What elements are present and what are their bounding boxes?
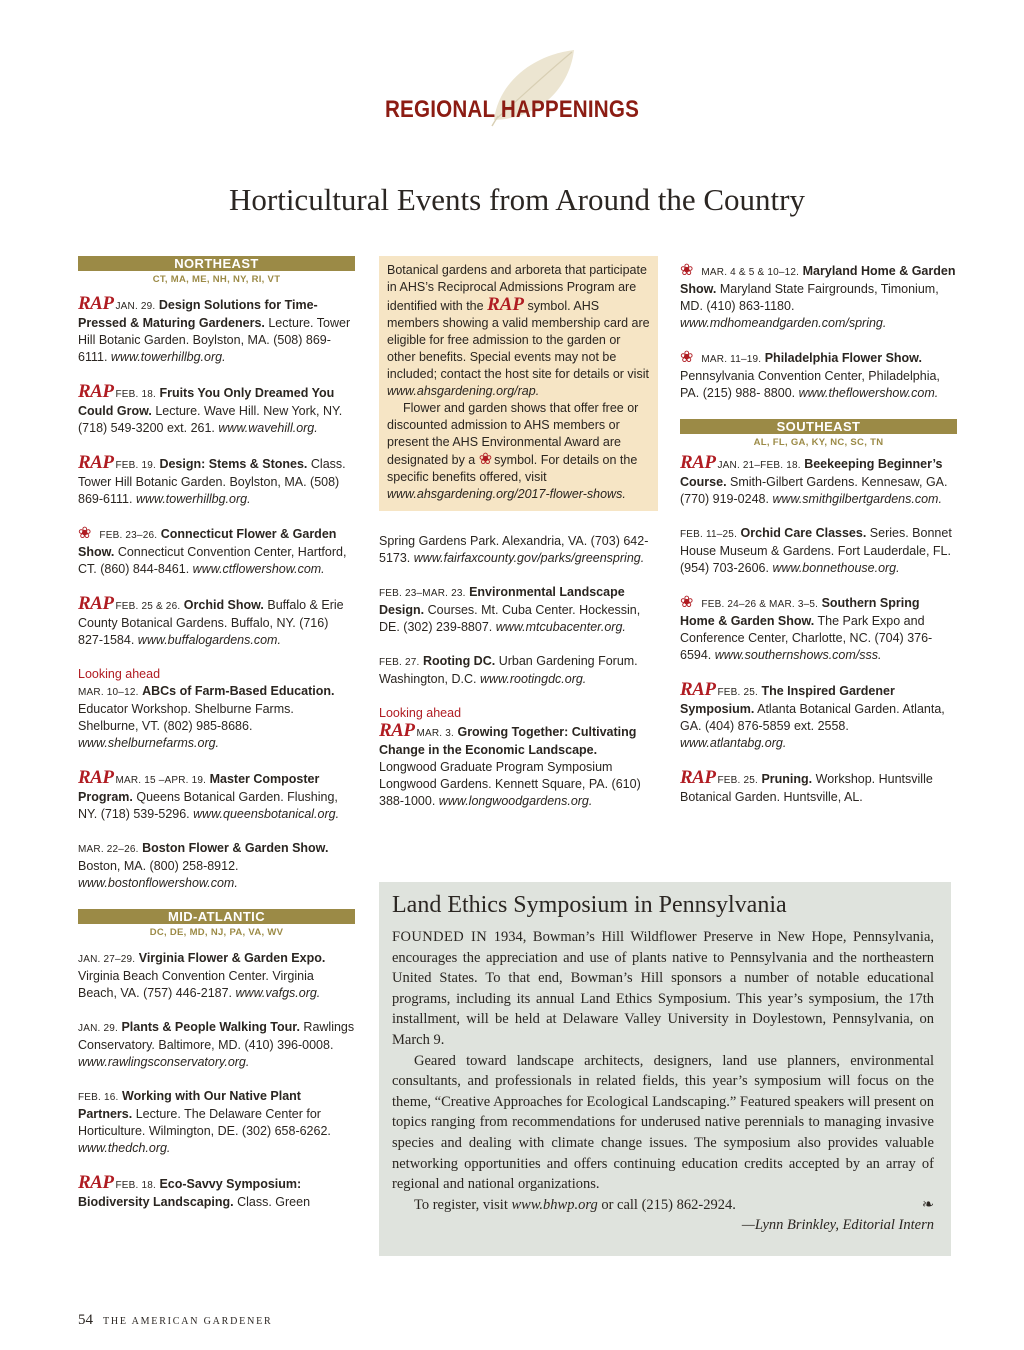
region-states: DC, DE, MD, NJ, PA, VA, WV (149, 927, 284, 938)
sidebar-paragraph: Geared toward landscape architects, designers, land use planners, environmental consultants, and professionals in related fields, this year’s symposium will focus on the theme, “Creative Approaches for Ecological Landscaping.” Featured speakers will present on topics ranging from recommendations for underused native perennials to managing invasive species and dealing with climate change issues. The symposium also provides valuable networking opportunities and offers continuing education credits accepted by an array of regional and national organizations. (392, 1052, 934, 1193)
event-link[interactable]: www.southernshows.com/sss. (714, 648, 882, 662)
event-link[interactable]: www.rawlingsconservatory.org. (78, 1055, 250, 1069)
region-header-northeast: NORTHEAST (78, 256, 355, 271)
rap-icon: RAP (78, 293, 114, 314)
event-item: RAP MAR. 15 –APR. 19. Master Composter Program. Queens Botanical Garden. Flushing, NY. (718) 539-5296. www.queensbotanical.org. (78, 767, 340, 821)
page-title: Horticultural Events from Around the Country (229, 182, 805, 217)
flower-show-icon: ❀ (680, 594, 694, 611)
flower-show-icon: ❀ (478, 451, 493, 468)
flower-show-icon: ❀ (680, 262, 694, 279)
looking-ahead-label: Looking ahead (379, 706, 462, 720)
sidebar-article (379, 882, 951, 1256)
rap-icon: RAP (680, 452, 716, 473)
event-link[interactable]: www.queensbotanical.org. (193, 807, 340, 821)
event-link[interactable]: www.vafgs.org. (235, 986, 321, 1000)
event-item: RAP JAN. 21–FEB. 18. Beekeeping Beginner’s Course. Smith-Gilbert Gardens. Kennesaw, GA. (770) 919-0248. www.smithgilbertgardens.com. (680, 452, 948, 506)
rap-icon: RAP (78, 381, 114, 402)
event-item: JAN. 27–29. Virginia Flower & Garden Expo. Virginia Beach Convention Center. Virginia Beach, VA. (757) 446-2187. www.vafgs.org. (78, 951, 326, 1000)
page-footer (78, 1311, 272, 1329)
byline: —Lynn Brinkley, Editorial Intern (741, 1217, 934, 1234)
event-link[interactable]: www.mtcubacenter.org. (495, 620, 626, 634)
event-item: RAP FEB. 18. Fruits You Only Dreamed You Could Grow. Lecture. Wave Hill. New York, NY. (718) 549-3200 ext. 261. www.wavehill.org. (78, 381, 343, 435)
event-item: RAP FEB. 25 & 26. Orchid Show. Buffalo & Erie County Botanical Gardens. Buffalo, NY. (716) 827-1584. www.buffalogardens.com. (78, 593, 344, 647)
page-number: 54 (78, 1312, 93, 1328)
column-3 (680, 256, 957, 823)
rap-link[interactable]: www.ahsgardening.org/rap. (387, 384, 540, 398)
event-item: JAN. 29. Plants & People Walking Tour. Rawlings Conservatory. Baltimore, MD. (410) 396-0008. www.rawlingsconservatory.org. (78, 1020, 355, 1069)
event-link[interactable]: www.ctflowershow.com. (192, 562, 325, 576)
event-link[interactable]: www.buffalogardens.com. (137, 633, 281, 647)
event-item: MAR. 22–26. Boston Flower & Garden Show. Boston, MA. (800) 258-8912. www.bostonflowershow.com. (78, 841, 329, 890)
register-link[interactable]: www.bhwp.org (511, 1196, 598, 1213)
event-item: Spring Gardens Park. Alexandria, VA. (703) 642-5173. www.fairfaxcounty.gov/parks/greenspring. (379, 534, 649, 565)
rap-icon: RAP (379, 720, 415, 741)
event-item: RAP FEB. 25. The Inspired Gardener Symposium. Atlanta Botanical Garden. Atlanta, GA. (404) 876-5859 ext. 2558. www.atlantabg.org. (680, 679, 945, 750)
event-item: FEB. 11–25. Orchid Care Classes. Series. Bonnet House Museum & Gardens. Fort Lauderdale, FL. (954) 703-2606. www.bonnethouse.org. (680, 526, 952, 575)
looking-ahead-label: Looking ahead (78, 667, 161, 681)
event-link[interactable]: www.mdhomeandgarden.com/spring. (680, 316, 887, 330)
event-item: ❀ MAR. 11–19. Philadelphia Flower Show. Pennsylvania Convention Center, Philadelphia, PA. (215) 988- 8800. www.theflowershow.com. (680, 349, 940, 400)
event-link[interactable]: www.fairfaxcounty.gov/parks/greenspring. (413, 551, 645, 565)
event-link[interactable]: www.thedch.org. (78, 1141, 171, 1155)
event-item: ❀ FEB. 23–26. Connecticut Flower & Garden Show. Connecticut Convention Center, Hartford, CT. (860) 844-8461. www.ctflowershow.com. (78, 525, 347, 576)
rap-icon: RAP (680, 679, 716, 700)
event-link[interactable]: www.smithgilbertgardens.com. (772, 492, 942, 506)
event-item: RAP FEB. 19. Design: Stems & Stones. Class. Tower Hill Botanic Garden. Boylston, MA. (508) 869-6111. www.towerhillbg.org. (78, 452, 346, 506)
event-item: RAP MAR. 3. Growing Together: Cultivating Change in the Economic Landscape. Longwood Graduate Program Symposium Longwood Gardens. Kennett Square, PA. (610) 388-1000. www.longwoodgardens.org. (379, 720, 641, 808)
event-link[interactable]: www.bonnethouse.org. (772, 561, 900, 575)
region-header-southeast: SOUTHEAST (680, 419, 957, 434)
region-header-midatlantic: MID-ATLANTIC (78, 909, 355, 924)
flower-show-icon: ❀ (78, 525, 92, 542)
event-link[interactable]: www.shelburnefarms.org. (78, 736, 220, 750)
event-item: RAP JAN. 29. Design Solutions for Time-Pressed & Maturing Gardeners. Lecture. Tower Hill Botanic Garden. Boylston, MA. (508) 869-6111. www.towerhillbg.org. (78, 293, 351, 364)
sidebar-register: To register, visit www.bhwp.org or call (215) 862-2924. ❧ (392, 1195, 934, 1216)
event-item: FEB. 16. Working with Our Native Plant Partners. Lecture. The Delaware Center for Horticulture. Wilmington, DE. (302) 658-6262. www.thedch.org. (78, 1089, 331, 1155)
event-link[interactable]: www.towerhillbg.org. (110, 350, 226, 364)
info-box: Botanical gardens and arboreta that participate in AHS’s Reciprocal Admissions Program are identified with the RAP symbol. AHS members showing a valid membership card are eligible for free admission to the garden or other benefits. Special events may not be included; contact the host site for details or visit www.ahsgardening.org/rap. Flower and garden shows that offer free or discounted admission to AHS members or present the AHS Environmental Award are designated by a ❀ symbol. For details on the specific benefits offered, visit www.ahsgardening.org/2017-flower-shows. (379, 256, 658, 511)
flower-shows-link[interactable]: www.ahsgardening.org/2017-flower-shows. (387, 487, 626, 501)
rap-icon: RAP (487, 294, 525, 315)
rap-icon: RAP (78, 767, 114, 788)
flower-show-icon: ❀ (680, 349, 694, 366)
sidebar-paragraph: FOUNDED IN 1934, Bowman’s Hill Wildflower Preserve in New Hope, Pennsylvania, encourages the appreciation and use of plants native to Pennsylvania and the northeastern United States. To that end, Bowman’s Hill sponsors a number of notable educational programs, including its annual Land Ethics Symposium. This year’s symposium, the 17th installment, will be held at Delaware Valley University in Doylestown, Pennsylvania, on March 9. (392, 929, 935, 1048)
event-item: FEB. 23–MAR. 23. Environmental Landscape Design. Courses. Mt. Cuba Center. Hockessin, DE. (302) 239-8807. www.mtcubacenter.org. (379, 585, 641, 634)
end-mark-icon: ❧ (921, 1196, 934, 1213)
publication-name: THE AMERICAN GARDENER (103, 1316, 273, 1327)
sidebar-title: Land Ethics Symposium in Pennsylvania (392, 892, 787, 918)
rap-icon: RAP (78, 1172, 114, 1193)
region-states: CT, MA, ME, NH, NY, RI, VT (152, 274, 281, 285)
event-link[interactable]: www.atlantabg.org. (680, 736, 787, 750)
event-link[interactable]: www.towerhillbg.org. (135, 492, 251, 506)
event-item: MAR. 10–12. ABCs of Farm-Based Education. Educator Workshop. Shelburne Farms. Shelburne, VT. (802) 985-8686. www.shelburnefarms.org. (78, 684, 335, 750)
event-link[interactable]: www.wavehill.org. (218, 421, 318, 435)
event-link[interactable]: www.rootingdc.org. (479, 672, 587, 686)
column-2 (379, 256, 658, 827)
event-link[interactable]: www.theflowershow.com. (798, 386, 939, 400)
event-item: ❀ MAR. 4 & 5 & 10–12. Maryland Home & Garden Show. Maryland State Fairgrounds, Timonium, MD. (410) 863-1180. www.mdhomeandgarden.com/spring. (680, 262, 956, 330)
event-item: RAP FEB. 18. Eco-Savvy Symposium: Biodiversity Landscaping. Class. Green (78, 1172, 311, 1209)
rap-icon: RAP (78, 452, 114, 473)
region-states: AL, FL, GA, KY, NC, SC, TN (753, 437, 884, 448)
section-label: REGIONAL HAPPENINGS (384, 96, 640, 123)
rap-icon: RAP (680, 767, 716, 788)
rap-icon: RAP (78, 593, 114, 614)
event-item: FEB. 27. Rooting DC. Urban Gardening Forum. Washington, D.C. www.rootingdc.org. (379, 654, 638, 686)
event-link[interactable]: www.longwoodgardens.org. (438, 794, 593, 808)
event-link[interactable]: www.bostonflowershow.com. (78, 876, 238, 890)
event-item: RAP FEB. 25. Pruning. Workshop. Huntsville Botanical Garden. Huntsville, AL. (680, 767, 933, 804)
event-item: ❀ FEB. 24–26 & MAR. 3–5. Southern Spring Home & Garden Show. The Park Expo and Conference Center, Charlotte, NC. (704) 376-6594. www.southernshows.com/sss. (680, 594, 933, 662)
column-1 (78, 256, 355, 1228)
